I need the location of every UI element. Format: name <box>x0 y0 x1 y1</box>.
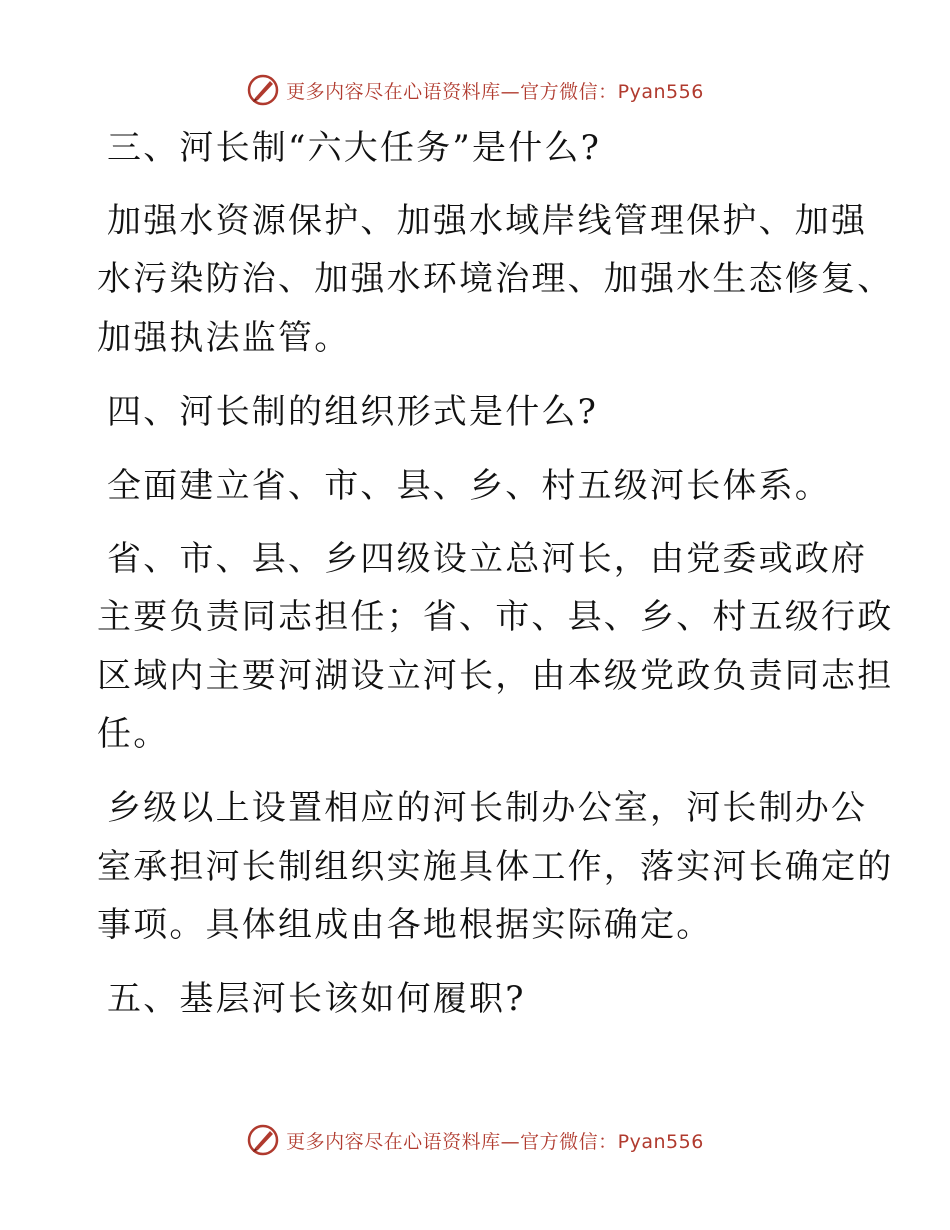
q3-answer-line-3: 加强执法监管。 <box>97 318 351 358</box>
q3-answer-line-1: 加强水资源保护、加强水域岸线管理保护、加强 <box>107 201 868 241</box>
q5-title: 五、基层河长该如何履职? <box>107 979 526 1019</box>
q4-p2-line-1: 省、市、县、乡四级设立总河长，由党委或政府 <box>107 539 868 579</box>
q4-p3-line-2: 室承担河长制组织实施具体工作，落实河长确定的 <box>97 847 894 887</box>
watermark-text-bottom: 更多内容尽在心语资料库—官方微信：Pyan556 <box>286 1130 704 1153</box>
q4-p2-line-3: 区域内主要河湖设立河长，由本级党政负责同志担 <box>97 656 894 696</box>
watermark-banner-top <box>0 70 950 110</box>
q4-title: 四、河长制的组织形式是什么? <box>107 392 599 432</box>
quill-pen-circle-icon <box>246 1123 280 1157</box>
q3-title: 三、河长制“六大任务”是什么? <box>107 128 601 168</box>
q3-answer-line-2: 水污染防治、加强水环境治理、加强水生态修复、 <box>97 259 894 299</box>
watermark-banner-bottom <box>0 1120 950 1160</box>
q4-p3-line-1: 乡级以上设置相应的河长制办公室，河长制办公 <box>107 788 868 828</box>
quill-pen-circle-icon <box>246 73 280 107</box>
q4-p2-line-4: 任。 <box>97 714 170 754</box>
q4-paragraph-1: 全面建立省、市、县、乡、村五级河长体系。 <box>107 466 831 506</box>
watermark-text-top: 更多内容尽在心语资料库—官方微信：Pyan556 <box>286 80 704 103</box>
q4-p3-line-3: 事项。具体组成由各地根据实际确定。 <box>97 905 713 945</box>
q4-p2-line-2: 主要负责同志担任；省、市、县、乡、村五级行政 <box>97 597 894 637</box>
